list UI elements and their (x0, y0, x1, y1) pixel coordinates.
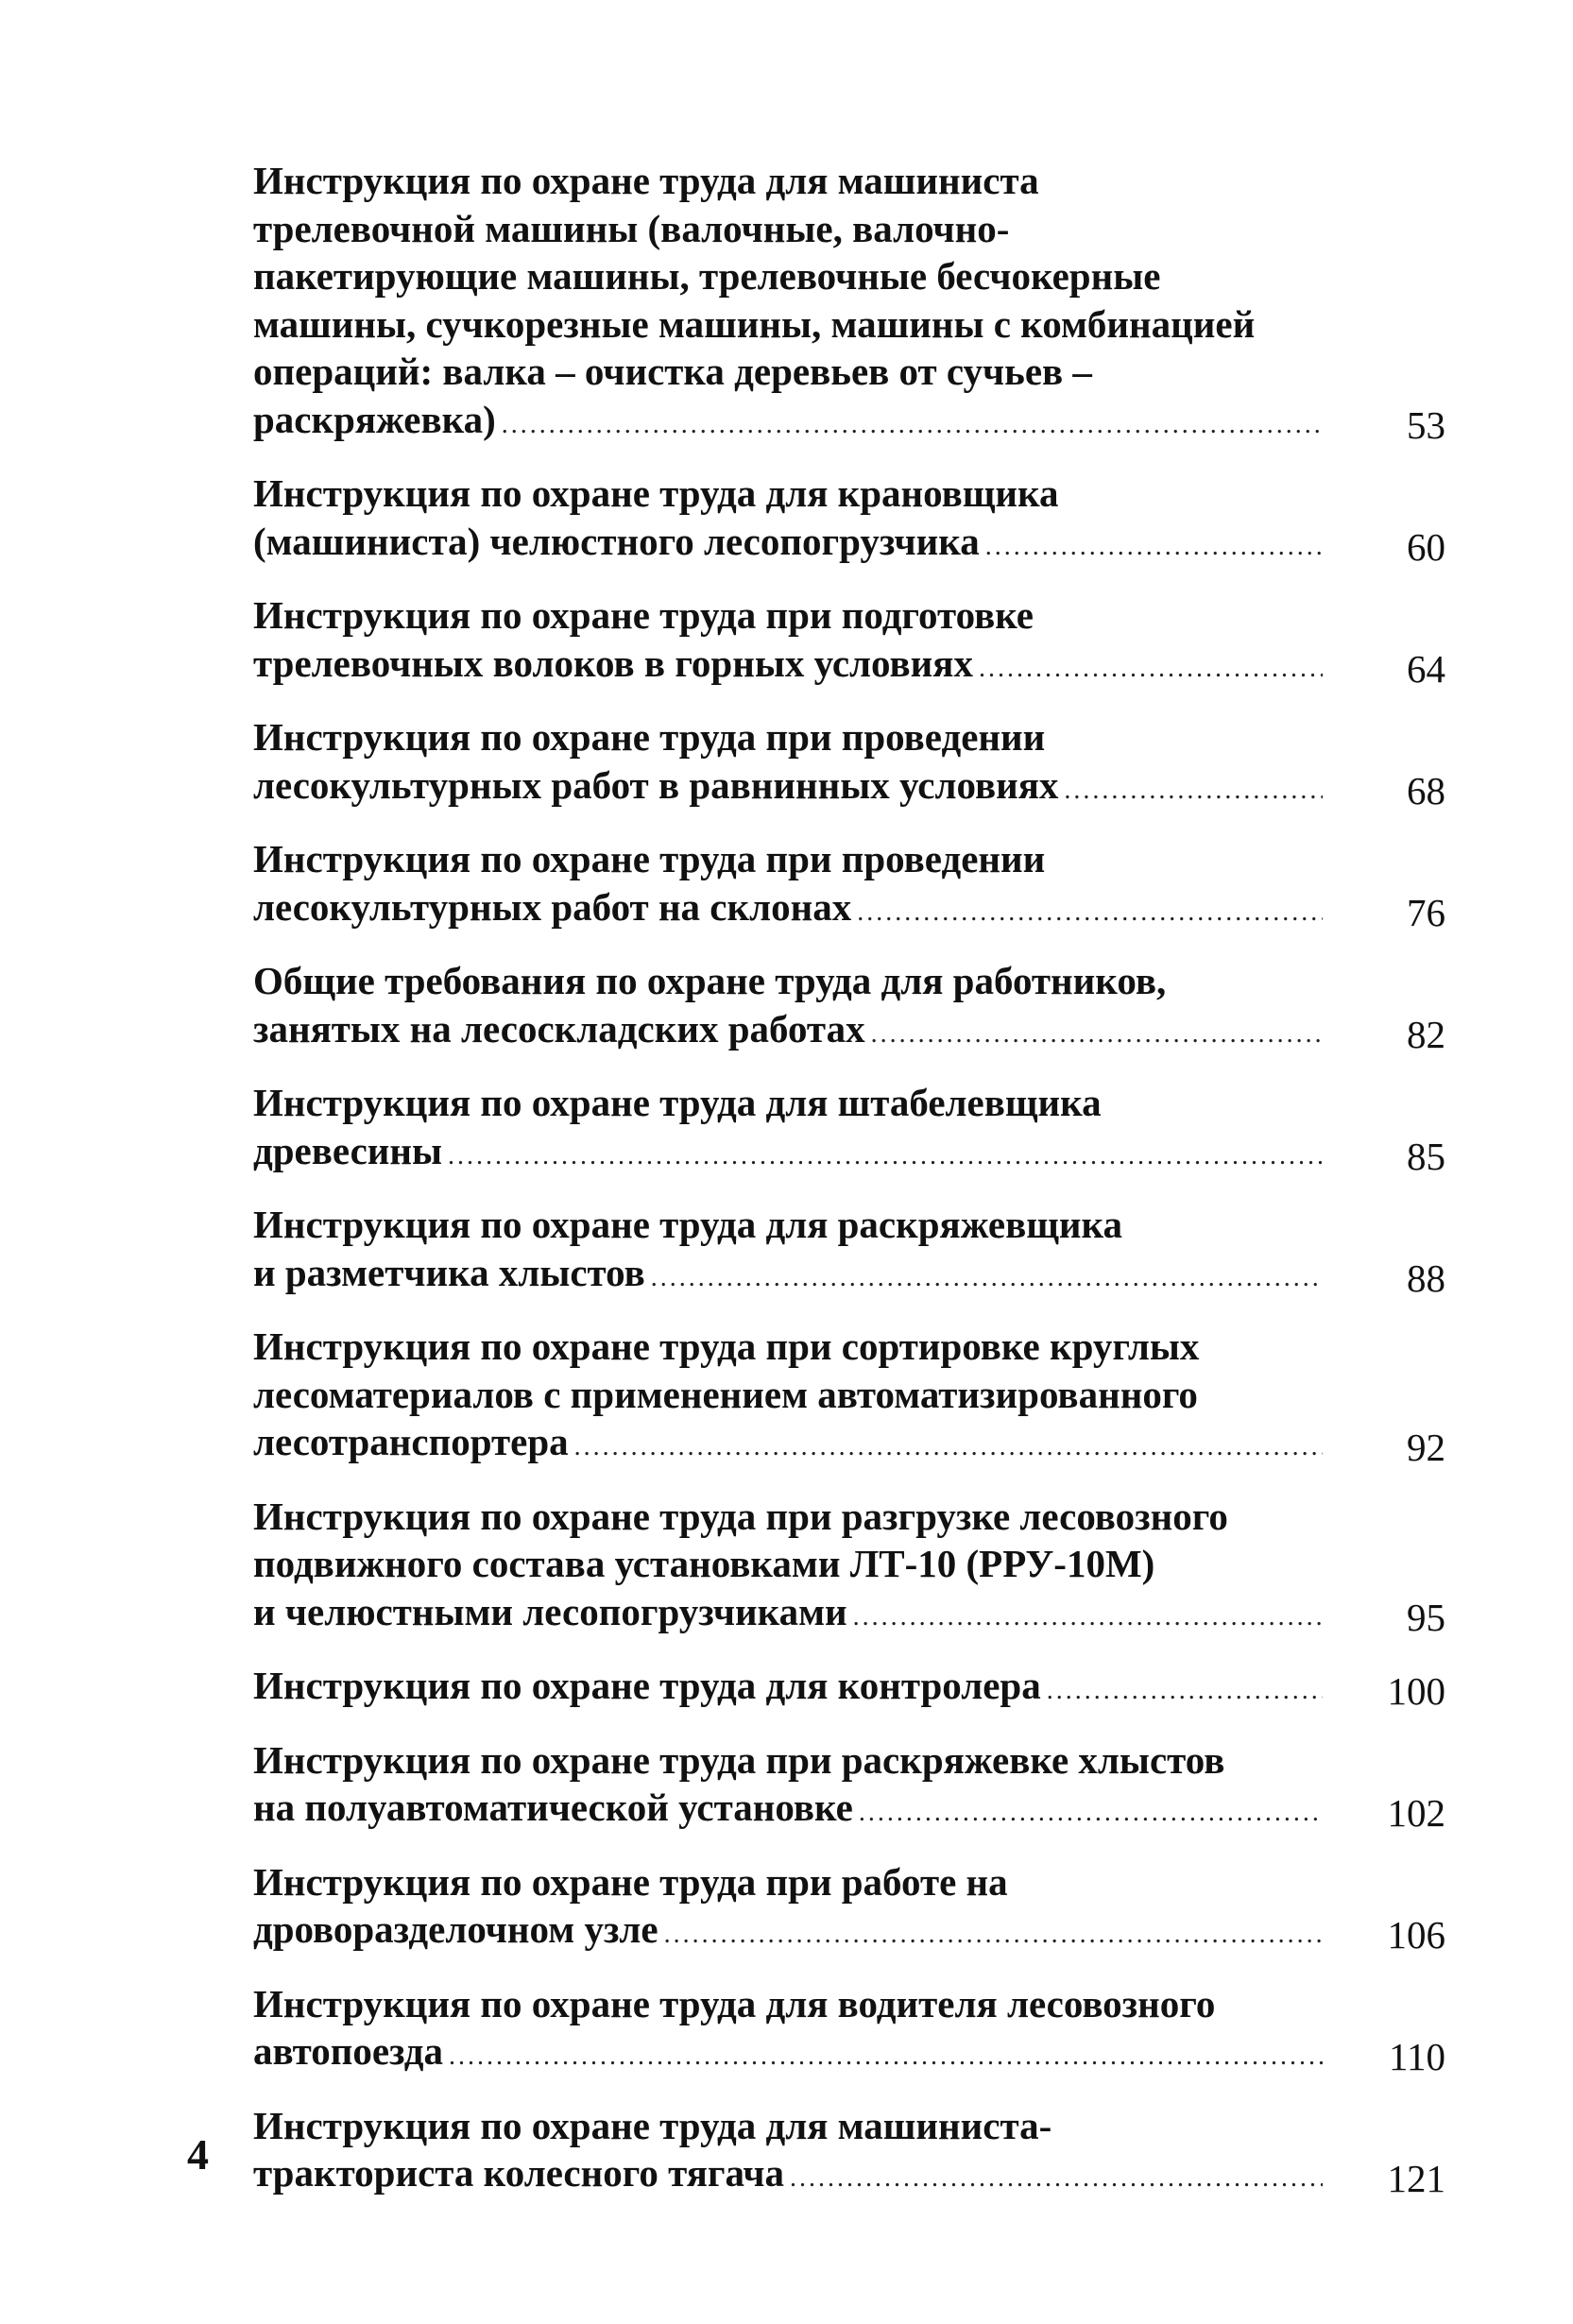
toc-entry-last-line (253, 518, 1332, 572)
toc-entry-page-number: 110 (1389, 2035, 1445, 2078)
table-of-contents (253, 157, 1445, 2224)
toc-entry-page-number: 64 (1407, 646, 1445, 691)
dot-leader (574, 1424, 1323, 1472)
toc-entry-title-line: (машиниста) челюстного лесопогрузчика (253, 519, 980, 563)
dot-leader (1064, 767, 1323, 815)
dot-leader (448, 1133, 1323, 1181)
toc-entry-title-line: и челюстными лесопогрузчиками (253, 1589, 847, 1633)
toc-entry-title-line: занятых на лесоскладских работах (253, 1006, 865, 1051)
toc-entry[interactable] (253, 957, 1445, 1058)
toc-entry-page-number: 106 (1387, 1913, 1445, 1957)
toc-entry-title-line: пакетирующие машины, трелевочные бесчокерные (253, 254, 1161, 298)
toc-entry[interactable] (253, 835, 1445, 936)
toc-entry-title-line: трелевочных волоков в горных условиях (253, 641, 973, 685)
toc-entry-title-line: тракториста колесного тягача (253, 2151, 784, 2195)
toc-entry-page-number: 76 (1407, 890, 1445, 934)
toc-entry-last-line (253, 640, 1332, 693)
toc-entry[interactable] (253, 1736, 1445, 1837)
toc-entry-title-line: Инструкция по охране труда для штабелевщика (253, 1081, 1102, 1124)
toc-entry-title-line: Инструкция по охране труда для крановщика (253, 471, 1059, 515)
toc-entry-title-line: Инструкция по охране труда при проведении (253, 715, 1046, 759)
toc-entry[interactable] (253, 1662, 1445, 1716)
dot-leader (790, 2155, 1323, 2203)
toc-entry-last-line (253, 1588, 1332, 1642)
toc-entry-title-line: дроворазделочном узле (253, 1907, 658, 1951)
toc-entry-last-line (253, 1662, 1332, 1716)
dot-leader (857, 889, 1323, 937)
toc-entry-title-line: автопоезда (253, 2029, 444, 2073)
toc-entry[interactable] (253, 1323, 1445, 1472)
page-number: 4 (187, 2130, 209, 2179)
toc-entry-last-line (253, 761, 1332, 815)
toc-entry-title-line: лесокультурных работ на склонах (253, 884, 852, 929)
toc-entry[interactable] (253, 1980, 1445, 2081)
toc-entry-title-line: Инструкция по охране труда при сортировке круглых (253, 1324, 1200, 1368)
dot-leader (985, 523, 1323, 572)
dot-leader (1047, 1667, 1323, 1716)
toc-entry-title-line: Инструкция по охране труда при проведении (253, 837, 1046, 880)
toc-entry-title-line: Инструкция по охране труда для машиниста- (253, 2103, 1052, 2147)
toc-entry-last-line (253, 883, 1332, 937)
toc-entry[interactable] (253, 470, 1445, 571)
toc-entry-title-line: операций: валка – очистка деревьев от сучьев – (253, 350, 1092, 393)
toc-entry-page-number: 121 (1387, 2157, 1445, 2200)
toc-entry-page-number: 95 (1407, 1595, 1445, 1639)
toc-entry[interactable] (253, 1079, 1445, 1180)
toc-entry-title-line: машины, сучкорезные машины, машины с комбинацией (253, 301, 1256, 346)
toc-entry-last-line (253, 1418, 1332, 1472)
toc-entry-title-line: древесины (253, 1128, 443, 1172)
toc-entry-title-line: и разметчика хлыстов (253, 1250, 645, 1294)
dot-leader (979, 645, 1323, 693)
dot-leader (859, 1789, 1323, 1837)
toc-entry-title-line: Инструкция по охране труда для раскряжевщика (253, 1203, 1122, 1246)
toc-entry[interactable] (253, 157, 1445, 449)
toc-entry-page-number: 100 (1387, 1669, 1445, 1713)
dot-leader (664, 1911, 1323, 1959)
toc-entry-page-number: 85 (1407, 1134, 1445, 1178)
toc-entry-title-line: лесоматериалов с применением автоматизированного (253, 1372, 1198, 1416)
toc-entry-last-line (253, 2027, 1332, 2081)
toc-entry-page-number: 53 (1407, 402, 1445, 447)
toc-entry-title-line: Инструкция по охране труда для водителя лесовозного (253, 1981, 1216, 2025)
toc-entry-page-number: 102 (1387, 1791, 1445, 1835)
toc-entry-page-number: 88 (1407, 1256, 1445, 1300)
toc-entry-title-line: Инструкция по охране труда при работе на (253, 1859, 1008, 1904)
toc-entry-page-number: 92 (1407, 1426, 1445, 1469)
toc-entry[interactable] (253, 2102, 1445, 2203)
toc-entry-title-line: на полуавтоматической установке (253, 1786, 853, 1829)
toc-entry-title-line: Инструкция по охране труда при разгрузке лесовозного (253, 1494, 1228, 1538)
dot-leader (502, 402, 1323, 450)
toc-entry-title-line: раскряжевка) (253, 397, 496, 441)
toc-entry-title-line: подвижного состава установками ЛТ-10 (РРУ-10М) (253, 1542, 1155, 1585)
toc-entry-last-line (253, 1784, 1332, 1837)
toc-entry[interactable] (253, 713, 1445, 814)
dot-leader (449, 2033, 1323, 2081)
dot-leader (871, 1011, 1323, 1059)
dot-leader (651, 1255, 1323, 1303)
toc-entry-title-line: Инструкция по охране труда при подготовке (253, 593, 1034, 637)
toc-entry-page-number: 82 (1407, 1012, 1445, 1056)
toc-entry-last-line (253, 1249, 1332, 1303)
toc-entry-title-line: трелевочной машины (валочные, валочно- (253, 206, 1010, 250)
toc-entry-page-number: 60 (1407, 524, 1445, 569)
toc-entry-title-line: лесотранспортера (253, 1420, 569, 1463)
toc-entry[interactable] (253, 1201, 1445, 1302)
toc-entry[interactable] (253, 1858, 1445, 1959)
toc-entry-last-line (253, 1005, 1332, 1059)
toc-entry-title-line: Инструкция по охране труда для контролера (253, 1664, 1041, 1707)
toc-entry-last-line (253, 1905, 1332, 1959)
toc-entry-last-line (253, 2149, 1332, 2203)
toc-entry-title-line: лесокультурных работ в равнинных условиях (253, 762, 1059, 807)
toc-entry-page-number: 68 (1407, 768, 1445, 812)
toc-entry[interactable] (253, 1493, 1445, 1642)
toc-entry[interactable] (253, 591, 1445, 692)
toc-entry-last-line (253, 1127, 1332, 1181)
toc-entry-title-line: Инструкция по охране труда для машиниста (253, 159, 1039, 202)
dot-leader (853, 1594, 1323, 1642)
toc-entry-title-line: Общие требования по охране труда для работников, (253, 959, 1167, 1002)
toc-entry-title-line: Инструкция по охране труда при раскряжевке хлыстов (253, 1737, 1225, 1782)
toc-entry-last-line (253, 396, 1332, 450)
